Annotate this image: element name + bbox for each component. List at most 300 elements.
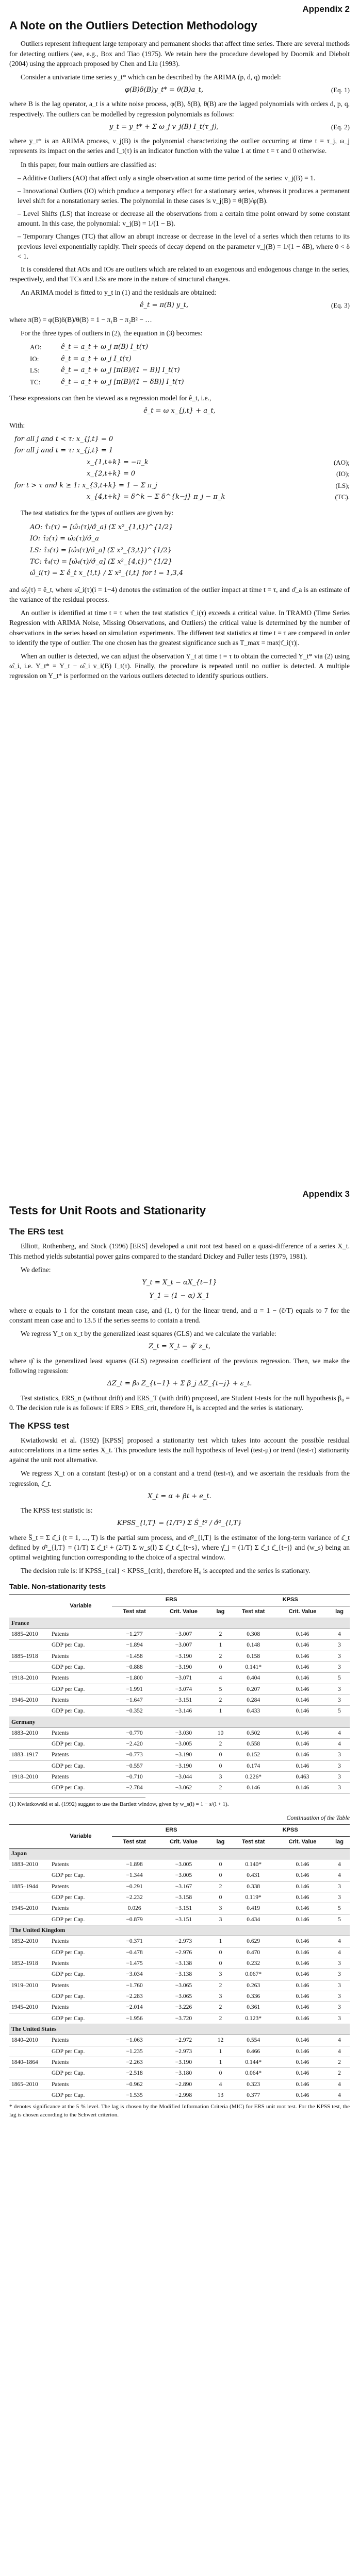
table-row — [9, 1903, 350, 1914]
kpss-heading: The KPSS test — [9, 1420, 70, 1431]
table-cell: 2 — [329, 2068, 350, 2079]
table-cell: 0 — [210, 1750, 231, 1760]
table-cell: 3 — [329, 1760, 350, 1771]
table-cell: Patents — [50, 1859, 112, 1870]
table-cell: −3.138 — [157, 1969, 210, 1980]
table-cell: 4 — [329, 1870, 350, 1881]
table-cell: 0.158 — [231, 1651, 276, 1662]
table-cell: Patents — [50, 2002, 112, 2013]
table-cell: −3.190 — [157, 1651, 210, 1662]
table-cell: −0.888 — [112, 1662, 157, 1672]
table-cell: −0.710 — [112, 1772, 157, 1783]
table-cell: −3.226 — [157, 2002, 210, 2013]
table-cell: Patents — [50, 2057, 112, 2067]
table-cell: 4 — [329, 1739, 350, 1750]
non-stationarity-table-continued: Variable ERS KPSS Test stat Crit. Value lag Test stat Crit. Value lag Japan 1883–2010 Patents −1.898 −3.005 0 0.140* 0.146 4 GDP per Cap. −1.344 −3.005 0 0.431 0.146 4 1885–1944 Patents −0.291 −3.167 2 0.338 0.146 3 GDP per Cap. −2.232 −3.158 0 0.119* 0.146 3 1945–2010 Patents 0.026 −3.151 3 0.419 0.146 5 GDP per Cap. −0.879 −3.151 3 0.434 0.146 5 The United Kingdom 1852–2010 Patents −0.371 −2.973 1 0.629 0.146 4 GDP per Cap. −0.478 −2.976 0 0.470 0.146 4 1852–1918 Patents −1.475 −3.138 0 0.232 0.146 3 GDP per Cap. −3.034 −3.138 3 0.067* 0.146 3 1919–2010 Patents −1.760 −3.065 2 0.263 0.146 3 GDP per Cap. −2.283 −3.065 3 0.336 0.146 3 1945–2010 Patents −2.014 −3.226 2 0.361 0.146 3 GDP per Cap. −1.956 −3.720 2 0.123* 0.146 3 The United States 1840–2010 Patents −1.063 −2.972 12 0.554 0.146 4 GDP per Cap. −1.235 −2.973 1 0.466 0.146 4 1840–1864 Patents −2.263 −3.190 1 0.144* 0.146 2 GDP per Cap. −2.518 −3.180 0 0.064* 0.146 2 1865–2010 Patents −0.962 −2.890 4 0.323 0.146 4 GDP per Cap. −1.535 −2.998 13 0.377 0.146 4 — [9, 1824, 350, 2101]
table-cell: 0.146 — [276, 1991, 329, 2002]
table-title: Table. Non-stationarity tests — [9, 1582, 106, 1591]
table-cell: −0.371 — [112, 1936, 157, 1947]
table-cell: 13 — [210, 2090, 231, 2100]
table-cell: −3.065 — [157, 1980, 210, 1991]
table-cell: −1.647 — [112, 1694, 157, 1705]
table-cell — [9, 1783, 50, 1793]
table-cell — [9, 1739, 50, 1750]
table-row — [9, 1870, 350, 1881]
bullet-innovational-outliers: – Innovational Outliers (IO) which produce a temporary effect for a stationary series, whereas it produces a permanent level shift for a nonstationary series. The polynomial in these cases is v_j(B) = θ(B)/φ(B). — [18, 187, 350, 205]
table-cell: GDP per Cap. — [50, 2046, 112, 2057]
table-cell: 0.146 — [276, 1881, 329, 1892]
test-statistics: AO: τ̂₁(τ) = [ω̂₁(τ)/σ̂_a] (Σ x²_{1,t})^{1/2} IO: τ̂₂(τ) = ω̂₂(τ)/σ̂_a LS: τ̂₃(τ) = [ω̂₃(τ)/σ̂_a] (Σ x²_{3,t})^{1/2} TC: τ̂₄(τ) = [ω̂₄(τ)/σ̂_a] (Σ x²_{4,t})^{1/2} ω̂_i(τ) = Σ ê_t x_{i,t} / Σ x²_{i,t} for i = 1,3,4 — [30, 523, 184, 578]
table-cell: −1.458 — [112, 1651, 157, 1662]
table-cell: 1 — [210, 1706, 231, 1717]
with-label: With: — [9, 421, 25, 429]
paragraph: where B is the lag operator, a_t is a white noise process, φ(B), δ(B), θ(B) are the lagged polynomials with orders d, p, q, respectively. The outliers can be modelled by regression polynomials as follows: — [9, 100, 350, 118]
table-cell: 0.323 — [231, 2079, 276, 2090]
table-cell: 0.146 — [276, 1684, 329, 1694]
paragraph: An ARIMA model is fitted to y_t in (1) and the residuals are obtained: — [21, 289, 217, 297]
table-cell: 3 — [329, 1694, 350, 1705]
table-cell: −3.151 — [157, 1694, 210, 1705]
table-cell: −1.235 — [112, 2046, 157, 2057]
table-row — [9, 1694, 350, 1705]
ers-heading: The ERS test — [9, 1227, 63, 1237]
paragraph: where π(B) = φ(B)δ(B)/θ(B) = 1 − π₁B − π₂B² − … — [9, 315, 152, 324]
equation: Y_t = X_t − αX_{t−1} — [142, 1278, 217, 1286]
table-cell: 3 — [210, 1914, 231, 1925]
appendix-2-label: Appendix 2 — [302, 4, 350, 14]
table-cell: 3 — [210, 1772, 231, 1783]
table-cell: 0.146 — [276, 1760, 329, 1771]
table-cell: GDP per Cap. — [50, 1760, 112, 1771]
table-cell: 0.377 — [231, 2090, 276, 2100]
table-cell: −3.190 — [157, 1760, 210, 1771]
table-cell: 0.148 — [231, 1640, 276, 1651]
table-cell: 0.067* — [231, 1969, 276, 1980]
table-cell: 0.554 — [231, 2035, 276, 2046]
table-row — [9, 1651, 350, 1662]
table-cell: 1 — [210, 1936, 231, 1947]
table-row — [9, 2035, 350, 2046]
table-cell: GDP per Cap. — [50, 1640, 112, 1651]
table-cell: 0.146 — [276, 2079, 329, 2090]
table-row — [9, 1980, 350, 1991]
paragraph: An outlier is identified at time t = τ when the test statistics τ̂_i(τ) exceeds a critical value. In TRAMO (Time Series Regression with ARIMA Noise, Missing Observations, and Outliers) the critical value is determined by the number of observations in the series based on simulation experiments. The different test statistics at time t = τ are compared in order to identify the type of outlier. The one chosen has the greatest significance such as T_max = max|τ̂_i(τ)|. — [9, 609, 350, 647]
table-cell: 0.140* — [231, 1859, 276, 1870]
table-cell: −1.344 — [112, 1870, 157, 1881]
table-cell: −3.190 — [157, 1750, 210, 1760]
table-cell: 0.434 — [231, 1914, 276, 1925]
table-cell: 0.146 — [231, 1783, 276, 1793]
table-cell: Patents — [50, 2035, 112, 2046]
table-cell: 3 — [329, 1969, 350, 1980]
table-row — [9, 2068, 350, 2079]
table-cell: 0.146 — [276, 1629, 329, 1639]
table-cell: 0.431 — [231, 1870, 276, 1881]
table-cell: 1852–2010 — [9, 1936, 50, 1947]
table-cell — [9, 2013, 50, 2024]
table-cell: −3.138 — [157, 1958, 210, 1969]
table-cell: −1.277 — [112, 1629, 157, 1639]
table-cell: 0.146 — [276, 1969, 329, 1980]
table-cell: 0 — [210, 1662, 231, 1672]
table-cell: −2.976 — [157, 1947, 210, 1958]
table-cell: −3.074 — [157, 1684, 210, 1694]
table-cell: Patents — [50, 1903, 112, 1914]
non-stationarity-table: Variable ERS KPSS Test stat Crit. Value lag Test stat Crit. Value lag France 1885–2010 Patents −1.277 −3.007 2 0.308 0.146 4 GDP per Cap. −1.894 −3.007 1 0.148 0.146 3 1885–1918 Patents −1.458 −3.190 2 0.158 0.146 3 GDP per Cap. −0.888 −3.190 0 0.141* 0.146 3 1918–2010 Patents −1.800 −3.071 4 0.404 0.146 5 GDP per Cap. −1.991 −3.074 5 0.207 0.146 3 1946–2010 Patents −1.647 −3.151 2 0.284 0.146 3 GDP per Cap. −0.352 −3.146 1 0.433 0.146 5 Germany 1883–2010 Patents −0.770 −3.030 10 0.502 0.146 4 GDP per Cap. −2.420 −3.005 2 0.558 0.146 4 1883–1917 Patents −0.773 −3.190 0 0.152 0.146 3 GDP per Cap. −0.557 −3.190 0 0.174 0.146 3 1918–2010 Patents −0.710 −3.044 3 0.226* 0.463 3 GDP per Cap. −2.784 −3.062 2 0.146 0.146 3 — [9, 1594, 350, 1793]
table-cell: 0.463 — [276, 1772, 329, 1783]
table-row — [9, 1881, 350, 1892]
table-cell — [9, 1914, 50, 1925]
paragraph: where y_t* is an ARIMA process, v_j(B) is the polynomial characterizing the outlier occurring at time t = τ_j, ω_j represents its impact on the series and I_t(τ) is an indicator function with the value 1 at time t = τ and 0 otherwise. — [9, 137, 350, 155]
table-cell: −1.956 — [112, 2013, 157, 2024]
equation-4: ê_t = ω x_{j,t} + a_t, — [143, 407, 216, 415]
country-row: The United States — [9, 2024, 350, 2035]
table-cell: −1.760 — [112, 1980, 157, 1991]
table-cell: 0.404 — [231, 1673, 276, 1684]
table-cell — [9, 1640, 50, 1651]
table-cell: Patents — [50, 1980, 112, 1991]
table-cell: 1885–2010 — [9, 1629, 50, 1639]
country-row: Germany — [9, 1717, 350, 1727]
table-cell: 0.146 — [276, 1750, 329, 1760]
table-cell: −3.034 — [112, 1969, 157, 1980]
table-cell: 0.419 — [231, 1903, 276, 1914]
table-cell: −3.190 — [157, 2057, 210, 2067]
appendix-3-label: Appendix 3 — [302, 1189, 350, 1199]
table-cell: −3.180 — [157, 2068, 210, 2079]
table-cell: 0.232 — [231, 1958, 276, 1969]
table-cell: Patents — [50, 2079, 112, 2090]
paragraph: These expressions can then be viewed as a regression model for ê_t, i.e., — [9, 394, 211, 402]
regressor-definitions: for all j and t < τ: x_{j,t} = 0 for all j and t = τ: x_{j,t} = 1 x_{1,t+k} = −π_k (AO); x_{2,t+k} = 0 (IO); for t > τ and k ≥ 1: x_{3,t+k} = 1 − Σ π_j (LS); x_{4,t+k} = δ^k − Σ δ^{k−j} π_j − π_k (TC). — [14, 435, 350, 501]
table-cell: GDP per Cap. — [50, 2068, 112, 2079]
table-cell: 0.146 — [276, 1903, 329, 1914]
table-cell: 1945–2010 — [9, 2002, 50, 2013]
table-row — [9, 1859, 350, 1870]
table-cell: 0.146 — [276, 2035, 329, 2046]
table-row — [9, 1684, 350, 1694]
table-cell: 0.119* — [231, 1892, 276, 1903]
table-cell: 4 — [210, 2079, 231, 2090]
table-cell: −3.007 — [157, 1640, 210, 1651]
table-cell: 1918–2010 — [9, 1772, 50, 1783]
table-cell: 3 — [329, 1783, 350, 1793]
table-cell: −3.158 — [157, 1892, 210, 1903]
table-cell: 3 — [329, 1881, 350, 1892]
table-cell — [9, 1760, 50, 1771]
table-cell: 0.308 — [231, 1629, 276, 1639]
table-cell: 4 — [329, 2046, 350, 2057]
table-row — [9, 1958, 350, 1969]
table-cell: −1.535 — [112, 2090, 157, 2100]
table-row — [9, 1914, 350, 1925]
appendix-2-title: A Note on the Outliers Detection Methodology — [9, 19, 257, 32]
table-cell: −3.007 — [157, 1629, 210, 1639]
table-cell: −0.879 — [112, 1914, 157, 1925]
table-row — [9, 1662, 350, 1672]
table-cell: 0.146 — [276, 1651, 329, 1662]
table-cell: 2 — [210, 2002, 231, 2013]
paragraph: We define: — [21, 1265, 51, 1274]
table-cell: −3.005 — [157, 1870, 210, 1881]
paragraph: where Ŝ_t = Σ ε̂_i (t = 1, ..., T) is the partial sum process, and σ̂²_{l,T} is the estimator of the long-term variance of ε̂_t defined by σ̂²_{l,T} = (1/T) Σ ε̂_t² + (2/T) Σ w_s(l) Σ ε̂_t ε̂_{t−s}, where γ̂_j = (1/T) Σ ε̂_t ε̂_{t−j} and (w_s) being an optimal weighting function corresponding to the choice of a spectral window. — [9, 1533, 350, 1562]
table-cell: 0.146 — [276, 1936, 329, 1947]
table-cell: 0.146 — [276, 1859, 329, 1870]
table-cell — [9, 1991, 50, 2002]
table-cell: 0.263 — [231, 1980, 276, 1991]
table-cell: 1865–2010 — [9, 2079, 50, 2090]
table-cell: −2.973 — [157, 1936, 210, 1947]
table-cell: 3 — [210, 1991, 231, 2002]
table-cell: 0 — [210, 1947, 231, 1958]
table-cell: 0.336 — [231, 1991, 276, 2002]
appendix-3-title: Tests for Unit Roots and Stationarity — [9, 1204, 206, 1217]
table-cell: GDP per Cap. — [50, 1684, 112, 1694]
table-row — [9, 2057, 350, 2067]
table-cell — [9, 2046, 50, 2057]
table-cell: 0.207 — [231, 1684, 276, 1694]
table-cell: 1885–1918 — [9, 1651, 50, 1662]
country-row: The United Kingdom — [9, 1925, 350, 1936]
table-cell: 4 — [210, 1673, 231, 1684]
table-cell — [9, 2090, 50, 2100]
table-cell: −3.720 — [157, 2013, 210, 2024]
table-cell: 2 — [210, 1694, 231, 1705]
table-cell: 0.470 — [231, 1947, 276, 1958]
table-cell: −3.151 — [157, 1903, 210, 1914]
table-cell: 0.146 — [276, 1727, 329, 1738]
paragraph: Elliott, Rothenberg, and Stock (1996) [ERS] developed a unit root test based on a quasi-difference of a series X_t. This method yields substantial power gains compared to the standard Dickey and Fuller tests (1979, 1981). — [9, 1242, 350, 1260]
table-row — [9, 1706, 350, 1717]
table-cell: 0.146 — [276, 1673, 329, 1684]
paragraph: Consider a univariate time series y_t* which can be described by the ARIMA (p, d, q) model: — [21, 73, 281, 81]
table-cell: 0.141* — [231, 1662, 276, 1672]
table-cell: 1883–2010 — [9, 1727, 50, 1738]
table-cell: 5 — [210, 1684, 231, 1694]
table-cell: 1919–2010 — [9, 1980, 50, 1991]
table-cell: 2 — [329, 2057, 350, 2067]
table-cell: 0.123* — [231, 2013, 276, 2024]
table-cell: 4 — [329, 1947, 350, 1958]
equation: Z_t = X_t − ψ̂′ z_t, — [148, 1343, 211, 1351]
table-cell — [9, 1684, 50, 1694]
table-row — [9, 2046, 350, 2057]
table-cell: 5 — [329, 1706, 350, 1717]
paragraph: It is considered that AOs and IOs are outliers which are related to an exogenous and endogenous change in the series, respectively, and that TCs and LSs are more in the nature of structural changes. — [9, 265, 350, 283]
table-cell — [9, 1969, 50, 1980]
table-cell: GDP per Cap. — [50, 1706, 112, 1717]
table-cell: −2.232 — [112, 1892, 157, 1903]
table-cell: −3.005 — [157, 1859, 210, 1870]
table-cell: 0.146 — [276, 2002, 329, 2013]
table-cell: 3 — [329, 2002, 350, 2013]
table-cell: 1883–2010 — [9, 1859, 50, 1870]
table-row — [9, 1783, 350, 1793]
paragraph: The decision rule is: if KPSS_{cal} < KPSS_{crit}, therefore H₀ is accepted and the series is stationary. — [21, 1567, 311, 1575]
footnote: (1) Kwiatkowski et al. (1992) suggest to use the Bartlett window, given by w_s(l) = 1 − s/(l + 1). — [9, 1801, 229, 1807]
table-row — [9, 1969, 350, 1980]
table-cell: 2 — [210, 1739, 231, 1750]
table-cell: 3 — [329, 1772, 350, 1783]
table-cell: 1 — [210, 1640, 231, 1651]
table-cell: 3 — [329, 1892, 350, 1903]
table-cell: 3 — [210, 1903, 231, 1914]
table-cell: 5 — [329, 1673, 350, 1684]
table-cell: 1852–1918 — [9, 1958, 50, 1969]
table-cell: −2.283 — [112, 1991, 157, 2002]
bullet-additive-outliers: – Additive Outliers (AO) that affect only a single observation at some time period of the series: v_j(B) = 1. — [18, 174, 316, 182]
table-row — [9, 1640, 350, 1651]
table-cell: 0.146 — [276, 1892, 329, 1903]
table-cell: Patents — [50, 1772, 112, 1783]
table-cell: −3.167 — [157, 1881, 210, 1892]
paragraph: Outliers represent infrequent large temporary and permanent shocks that affect time series. There are several methods for detecting outliers (see, e.g., Box and Tiao (1975). We retain here the procedure developed by Doornik and Diebolt (2004) using the approach proposed by Chen and Liu (1993). — [9, 40, 350, 67]
table-row — [9, 1760, 350, 1771]
paragraph: We regress Y_t on x_t by the generalized least squares (GLS) and we calculate the variable: — [21, 1330, 276, 1338]
table-cell: −3.062 — [157, 1783, 210, 1793]
table-cell: Patents — [50, 1958, 112, 1969]
table-cell: Patents — [50, 1936, 112, 1947]
table-row — [9, 2002, 350, 2013]
paragraph: where ψ̂ is the generalized least squares (GLS) regression coefficient of the previous regression. Then, we make the following regression: — [9, 1357, 350, 1375]
table-row — [9, 1727, 350, 1738]
table-cell: 4 — [329, 2090, 350, 2100]
table-cell: 2 — [210, 1629, 231, 1639]
table-cell: 3 — [329, 1662, 350, 1672]
table-cell: GDP per Cap. — [50, 1947, 112, 1958]
table-cell: −3.071 — [157, 1673, 210, 1684]
table-cell: −3.044 — [157, 1772, 210, 1783]
table-cell: 0.146 — [276, 1662, 329, 1672]
table-cell: 0.502 — [231, 1727, 276, 1738]
table-cell: 0 — [210, 1870, 231, 1881]
col-kpss: KPSS — [231, 1595, 350, 1606]
table-cell: −0.557 — [112, 1760, 157, 1771]
paragraph: where α equals to 1 for the constant mean case, and (1, t) for the linear trend, and α = 1 − (c̄/T) equals to 7 for the constant mean case and to 13.5 if the series seems to contain a trend. — [9, 1306, 350, 1325]
footnote: * denotes significance at the 5 % level. The lag is chosen by the Modified Information Criteria (MIC) for ERS unit root test. For the KPSS test, the lag is chosen according to the Schwert criterion. — [9, 2104, 350, 2118]
table-cell: 0.174 — [231, 1760, 276, 1771]
table-cell: 3 — [329, 1991, 350, 2002]
table-cell: −3.030 — [157, 1727, 210, 1738]
table-cell: 3 — [329, 1980, 350, 1991]
table-cell: −2.972 — [157, 2035, 210, 2046]
table-cell: 2 — [210, 2013, 231, 2024]
table-cell — [9, 1947, 50, 1958]
table-cell: −2.784 — [112, 1783, 157, 1793]
table-cell: 0.146 — [276, 1694, 329, 1705]
table-row — [9, 1947, 350, 1958]
bullet-temporary-changes: – Temporary Changes (TC) that allow an abrupt increase or decrease in the level of a series which then returns to its previous level exponentially rapidly. Their speeds of decay depend on the parameter v_j(B) = 1/(1 − δB), where 0 < δ < 1. — [18, 232, 350, 260]
table-cell: 0.284 — [231, 1694, 276, 1705]
table-cell: −0.352 — [112, 1706, 157, 1717]
paragraph: In this paper, four main outliers are classified as: — [21, 160, 156, 168]
table-cell — [9, 1706, 50, 1717]
table-cell: GDP per Cap. — [50, 1870, 112, 1881]
table-cell: −2.998 — [157, 2090, 210, 2100]
table-row — [9, 1936, 350, 1947]
table-cell: 0.558 — [231, 1739, 276, 1750]
table-row — [9, 1991, 350, 2002]
table-cell: 0 — [210, 1859, 231, 1870]
equation: X_t = α + βt + e_t. — [148, 1492, 211, 1500]
table-cell: Patents — [50, 1694, 112, 1705]
table-cell: 4 — [329, 2079, 350, 2090]
table-cell: 0.064* — [231, 2068, 276, 2079]
table-cell: 0.152 — [231, 1750, 276, 1760]
appendix-3 — [0, 1185, 359, 2119]
country-row: Japan — [9, 1848, 350, 1859]
table-body — [9, 1848, 350, 2101]
table-cell: GDP per Cap. — [50, 2090, 112, 2100]
table-cell: 4 — [329, 1629, 350, 1639]
table-cell: 0.146 — [276, 2013, 329, 2024]
paragraph: The test statistics for the types of outliers are given by: — [21, 509, 174, 517]
table-cell: −3.005 — [157, 1739, 210, 1750]
table-cell: −2.014 — [112, 2002, 157, 2013]
table-cell: −2.420 — [112, 1739, 157, 1750]
table-row — [9, 1892, 350, 1903]
table-cell: Patents — [50, 1881, 112, 1892]
table-cell: −2.263 — [112, 2057, 157, 2067]
table-cell: −3.146 — [157, 1706, 210, 1717]
equation-3: ê_t = π(B) y_t, (Eq. 3) — [139, 301, 350, 310]
table-cell: −0.773 — [112, 1750, 157, 1760]
table-cell: 0.146 — [276, 1739, 329, 1750]
table-cell: 4 — [329, 1727, 350, 1738]
table-cell: 2 — [210, 1651, 231, 1662]
table-cell: 1840–1864 — [9, 2057, 50, 2067]
table-cell: Patents — [50, 1673, 112, 1684]
equation-2: y_t = y_t* + Σ ω_j v_j(B) I_t(τ_j), (Eq. 2) — [109, 123, 350, 131]
table-cell: 0.146 — [276, 2046, 329, 2057]
table-cell: 1945–2010 — [9, 1903, 50, 1914]
table-cell: 0 — [210, 2068, 231, 2079]
table-cell: GDP per Cap. — [50, 1662, 112, 1672]
table-cell: 0.338 — [231, 1881, 276, 1892]
table-cell: −2.518 — [112, 2068, 157, 2079]
table-row — [9, 1772, 350, 1783]
table-cell: 0.146 — [276, 2090, 329, 2100]
table-cell — [9, 1870, 50, 1881]
table-row — [9, 2079, 350, 2090]
table-cell: −1.898 — [112, 1859, 157, 1870]
table-cell: 0.146 — [276, 1706, 329, 1717]
table-cell: 3 — [210, 1969, 231, 1980]
table-cell: GDP per Cap. — [50, 1783, 112, 1793]
table-cell: 0.146 — [276, 1870, 329, 1881]
table-cell: 0.226* — [231, 1772, 276, 1783]
table-cell: 4 — [329, 1859, 350, 1870]
table-cell: −1.475 — [112, 1958, 157, 1969]
table-cell: Patents — [50, 1629, 112, 1639]
country-row: France — [9, 1618, 350, 1629]
table-cell: 3 — [329, 1640, 350, 1651]
table-row — [9, 1750, 350, 1760]
table-body — [9, 1618, 350, 1793]
table-cell: GDP per Cap. — [50, 1739, 112, 1750]
table-cell: 3 — [329, 1750, 350, 1760]
table-row — [9, 2013, 350, 2024]
table-cell: −1.063 — [112, 2035, 157, 2046]
table-cell: 2 — [210, 1881, 231, 1892]
table-cell: 0.146 — [276, 1980, 329, 1991]
table-cell: 0.146 — [276, 1947, 329, 1958]
table-cell: 0 — [210, 1892, 231, 1903]
table-cell: 1 — [210, 2057, 231, 2067]
table-cell: 3 — [329, 2013, 350, 2024]
table-cell: 3 — [329, 1651, 350, 1662]
equation: Y_1 = (1 − α) X_1 — [149, 1292, 210, 1300]
